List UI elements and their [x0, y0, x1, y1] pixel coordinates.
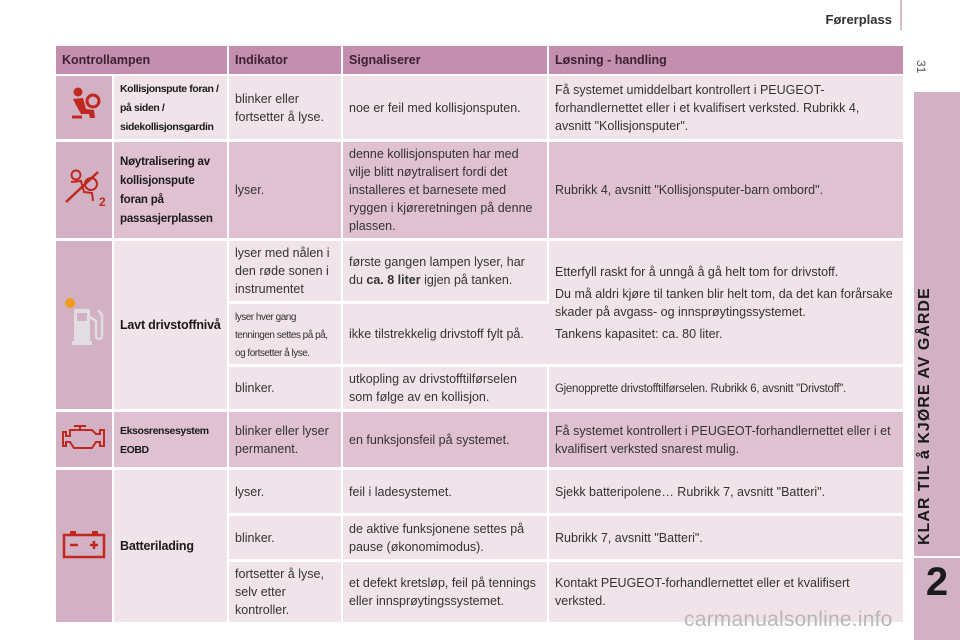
- icon-cell: [56, 412, 114, 468]
- chapter-divider: [914, 556, 960, 558]
- control-name-cell: [114, 241, 229, 410]
- control-name: Batterilading: [120, 539, 194, 553]
- signals-text: første gangen lampen lyser, har du: [349, 255, 525, 287]
- indicator-cell: blinker.: [229, 367, 343, 410]
- chapter-title: KLAR TIL å KJØRE AV GÅRDE: [916, 287, 933, 545]
- solution-paragraph: Du må aldri kjøre til tanken blir helt tom, da det kan forårsake skader på avgass- og innsprøytingssystemet.: [555, 286, 893, 319]
- table-row: [56, 470, 903, 514]
- indicator-cell: [229, 304, 343, 365]
- signals-text: igjen på tanken.: [424, 273, 513, 287]
- icon-cell: [56, 241, 114, 410]
- battery-icon: [62, 529, 106, 564]
- signals-cell: feil i ladesystemet.: [343, 470, 549, 514]
- control-name: Lavt drivstoffnivå: [120, 318, 221, 332]
- engine-check-icon: [62, 420, 108, 459]
- column-header-indicator: Indikator: [229, 46, 343, 74]
- signals-cell: ikke tilstrekkelig drivstoff fylt på.: [343, 304, 549, 365]
- icon-cell: [56, 142, 114, 239]
- table-row: [56, 241, 903, 302]
- indicator-cell: blinker eller lyser permanent.: [229, 412, 343, 468]
- icon-cell: [56, 470, 114, 623]
- control-name-cell: [114, 142, 229, 239]
- section-title: Førerplass: [825, 12, 892, 27]
- solution-cell: [549, 241, 903, 365]
- indicator-text: lyser hver gang tenningen settes på på, og fortsetter å lyse.: [235, 312, 328, 359]
- page-number: 31: [914, 60, 928, 74]
- solution-cell: [549, 367, 903, 410]
- fuel-pump-icon: [62, 297, 108, 354]
- solution-text: Gjenopprette drivstofftilførselen. Rubrikk 6, avsnitt "Drivstoff".: [555, 382, 846, 395]
- signals-cell: en funksjonsfeil på systemet.: [343, 412, 549, 468]
- signals-cell: [343, 241, 549, 302]
- solution-cell: Kontakt PEUGEOT-forhandlernettet eller et kvalifisert verksted.: [549, 562, 903, 623]
- control-name-cell: [114, 412, 229, 468]
- indicator-cell: fortsetter å lyse, selv etter kontroller.: [229, 562, 343, 623]
- solution-paragraph: Etterfyll raskt for å unngå å gå helt tom for drivstoff.: [555, 264, 839, 279]
- solution-paragraph: Tankens kapasitet: ca. 80 liter.: [555, 326, 723, 341]
- control-name-cell: [114, 76, 229, 140]
- indicator-cell: blinker.: [229, 516, 343, 560]
- control-name-cell: [114, 470, 229, 623]
- signals-cell: denne kollisjonsputen har med vilje blitt nøytralisert fordi det installeres et barnesete med ryggen i kjøreretningen på denne plassen.: [343, 142, 549, 239]
- solution-cell: Rubrikk 7, avsnitt "Batteri".: [549, 516, 903, 560]
- signals-cell: utkopling av drivstofftilførselen som følge av en kollisjon.: [343, 367, 549, 410]
- column-header-signals: Signaliserer: [343, 46, 549, 74]
- indicator-cell: lyser.: [229, 142, 343, 239]
- solution-cell: Få systemet umiddelbart kontrollert i PEUGEOT-forhandlernettet eller i et kvalifisert verksted. Rubrikk 4, avsnitt "Kollisjonsputer".: [549, 76, 903, 140]
- column-header-control: Kontrollampen: [56, 46, 229, 74]
- chapter-number: 2: [925, 560, 949, 604]
- passenger-airbag-off-icon: [62, 168, 108, 213]
- signals-cell: de aktive funksjonene settes på pause (økonomimodus).: [343, 516, 549, 560]
- svg-text:2: 2: [99, 194, 106, 208]
- solution-cell: Få systemet kontrollert i PEUGEOT-forhandlernettet eller i et kvalifisert verksted snarest mulig.: [549, 412, 903, 468]
- indicator-cell: lyser med nålen i den røde sonen i instrumentet: [229, 241, 343, 302]
- control-name: Eksosrensesystem EOBD: [120, 424, 209, 456]
- table-header-row: [56, 46, 903, 74]
- airbag-icon: [64, 85, 104, 130]
- column-header-solution: Løsning - handling: [549, 46, 903, 74]
- icon-cell: [56, 76, 114, 140]
- watermark: carmanualsonline.info: [684, 608, 893, 631]
- warning-lights-table: [56, 44, 903, 625]
- solution-cell: Sjekk batteripolene… Rubrikk 7, avsnitt "Batteri".: [549, 470, 903, 514]
- control-name: Nøytralisering av kollisjonspute foran på passasjerplassen: [120, 156, 213, 225]
- control-name: Kollisjonspute foran / på siden / sidekollisjonsgardin: [120, 83, 219, 133]
- table-row: [56, 76, 903, 140]
- indicator-cell: lyser.: [229, 470, 343, 514]
- table-row: [56, 142, 903, 239]
- fuel-reserve-amount: ca. 8 liter: [366, 273, 421, 287]
- indicator-cell: blinker eller fortsetter å lyse.: [229, 76, 343, 140]
- table-row: [56, 412, 903, 468]
- signals-cell: noe er feil med kollisjonsputen.: [343, 76, 549, 140]
- signals-cell: et defekt kretsløp, feil på tennings eller innsprøytingssystemet.: [343, 562, 549, 623]
- header-divider: [900, 0, 902, 30]
- solution-cell: Rubrikk 4, avsnitt "Kollisjonsputer-barn ombord".: [549, 142, 903, 239]
